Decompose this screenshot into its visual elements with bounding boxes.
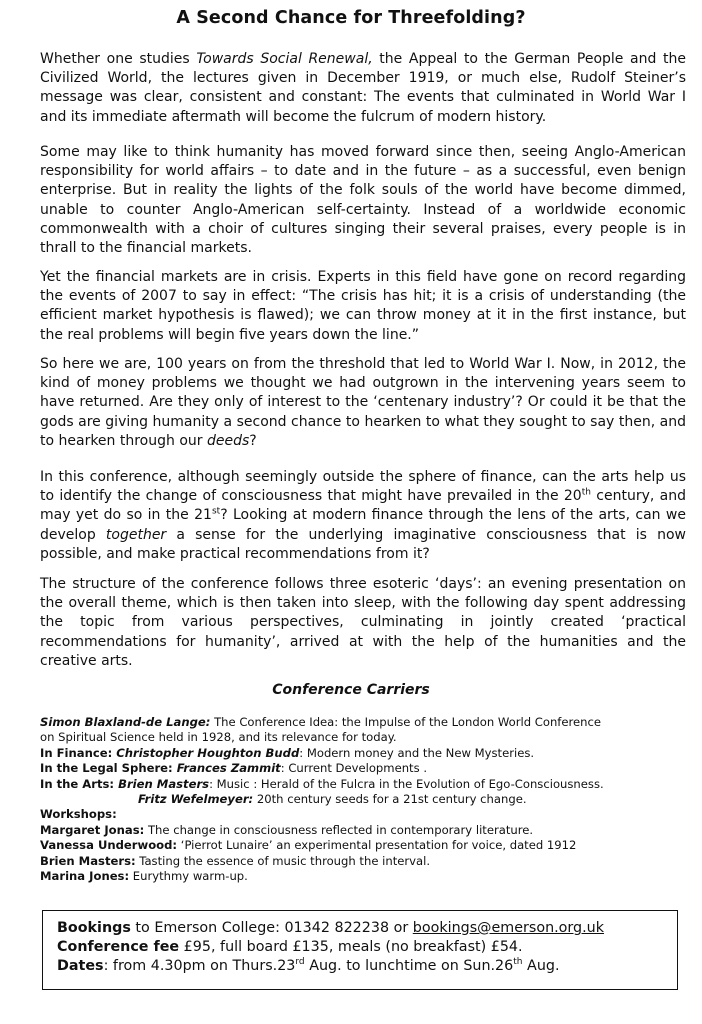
carrier-line — [40, 746, 700, 761]
carrier-label: In the Legal Sphere: — [40, 761, 177, 776]
paragraph-3: Yet the financial markets are in crisis. Experts in this field have gone on record regarding the events of 2007 to say in effect: “The crisis has hit; it is a crisis of understanding (the efficient market hypothesis is flawed); we can throw money at it in the first instance, but the real problems will begin five years down the line.” — [40, 269, 686, 343]
carrier-label: In the Arts: — [40, 776, 119, 791]
paragraph-5-text-a: In this conference, although seemingly outside the sphere of finance, can the arts help us to identify the change of consciousness that might have prevailed in the 20 — [40, 469, 686, 505]
fee-text: £95, full board £135, meals (no breakfast) £54. — [179, 939, 523, 956]
carrier-name: Frances Zammit — [176, 761, 281, 776]
carrier-name: Margaret Jonas: — [40, 822, 145, 837]
workshops-label: Workshops: — [40, 807, 117, 822]
carrier-line — [40, 730, 700, 745]
paragraph-1-text-a: Whether one studies — [40, 51, 197, 67]
carrier-line — [40, 838, 700, 853]
paragraph-4-text-a: So here we are, 100 years on from the threshold that led to World War I. Now, in 2012, the kind of money problems we thought we had outgrown in the intervening years seem to have returned. Are they only of interest to the ‘centenary industry’? Or could it be that the gods are giving humanity a second chance to hearken to what they sought to say then, and to hearken through our — [40, 356, 686, 449]
superscript-th: th — [513, 957, 523, 968]
paragraph-4-text-b: ? — [249, 432, 257, 449]
bookings-text: to Emerson College: 01342 822238 or — [130, 920, 413, 936]
email-link[interactable]: bookings@emerson.org.uk — [412, 920, 605, 936]
superscript-st: st — [211, 506, 221, 517]
paragraph-5 — [40, 468, 686, 564]
dates-text-b: Aug. to lunchtime on Sun.26 — [304, 958, 514, 975]
paragraph-5-text-d: a sense for the underlying imaginative consciousness that is now possible, and make practical recommendations from it? — [40, 526, 686, 562]
carrier-topic: The change in consciousness reflected in contemporary literature. — [144, 822, 534, 837]
carriers-list — [40, 715, 700, 884]
carrier-topic: Eurythmy warm-up. — [129, 869, 248, 884]
carrier-name: Brien Masters: — [40, 853, 136, 868]
carrier-topic: Tasting the essence of music through the interval. — [135, 853, 431, 868]
carrier-topic: : Current Developments . — [280, 761, 428, 776]
paragraph-5-emphasis: together — [105, 526, 167, 543]
carrier-topic: on Spiritual Science held in 1928, and its relevance for today. — [40, 730, 397, 745]
fee-line — [57, 938, 677, 957]
carrier-line — [40, 777, 700, 792]
carrier-label: In Finance: — [40, 745, 117, 760]
carrier-topic: The Conference Idea: the Impulse of the London World Conference — [210, 715, 602, 729]
dates-line — [57, 957, 677, 976]
carrier-name: Simon Blaxland-de Lange: — [40, 715, 211, 729]
dates-text-a: : from 4.30pm on Thurs.23 — [103, 958, 296, 975]
paragraph-1-text-b: the Appeal to the German People and the Civilized World, the lectures given in December 1919, or much else, Rudolf Steiner’s message was clear, consistent and constant: The events that culminated in World War I and its immediate aftermath will become the fulcrum of modern history. — [40, 51, 686, 125]
superscript-th: th — [581, 487, 591, 498]
carrier-name: Christopher Houghton Budd — [116, 745, 300, 760]
carrier-line — [40, 807, 700, 822]
book-title: Towards Social Renewal, — [196, 51, 373, 67]
carrier-line — [40, 823, 700, 838]
bookings-label: Bookings — [57, 920, 131, 936]
paragraph-4 — [40, 355, 686, 451]
carrier-topic: : Music : Herald of the Fulcra in the Evolution of Ego-Consciousness. — [209, 776, 604, 791]
booking-box — [42, 910, 678, 990]
superscript-rd: rd — [295, 957, 305, 968]
booking-line — [57, 919, 677, 938]
carrier-topic: ‘Pierrot Lunaire’ an experimental presentation for voice, dated 1912 — [177, 838, 577, 853]
dates-label: Dates — [57, 958, 104, 975]
carrier-name: Brien Masters — [118, 776, 210, 791]
dates-text-c: Aug. — [522, 958, 560, 975]
carrier-line — [40, 715, 700, 730]
carrier-line — [40, 869, 700, 884]
carrier-name: Marina Jones: — [40, 869, 130, 884]
carrier-name: Fritz Wefelmeyer: — [138, 792, 254, 807]
carrier-line — [40, 854, 700, 869]
page-title: A Second Chance for Threefolding? — [176, 8, 526, 28]
paragraph-5-text-b: century, and may yet do so in the 21 — [40, 488, 686, 524]
paragraph-6: The structure of the conference follows three esoteric ‘days’: an evening presentation on the overall theme, which is then taken into sleep, with the following day spent addressing the topic from various perspectives, culminating in jointly created ‘practical recommendations for humanity’, arrived at with the help of the humanities and the creative arts. — [40, 576, 686, 669]
carrier-line — [40, 761, 700, 776]
carrier-name: Vanessa Underwood: — [40, 838, 178, 853]
fee-label: Conference fee — [57, 939, 180, 956]
paragraph-4-emphasis: deeds — [206, 432, 250, 449]
paragraph-5-text-c: ? Looking at modern finance through the lens of the arts, can we develop — [40, 507, 686, 543]
carrier-topic: : Modern money and the New Mysteries. — [299, 745, 535, 760]
carrier-line — [40, 792, 700, 807]
carriers-heading: Conference Carriers — [272, 682, 430, 698]
carrier-topic: 20th century seeds for a 21st century change. — [253, 792, 527, 807]
paragraph-1 — [40, 50, 686, 127]
paragraph-2: Some may like to think humanity has moved forward since then, seeing Anglo-American responsibility for world affairs – to date and in the future – as a successful, even benign enterprise. But in reality the lights of the folk souls of the world have become dimmed, unable to counter Anglo-American self-certainty. Instead of a worldwide economic commonwealth with a choir of cultures singing their several praises, every people is in thrall to the financial markets. — [40, 144, 686, 257]
